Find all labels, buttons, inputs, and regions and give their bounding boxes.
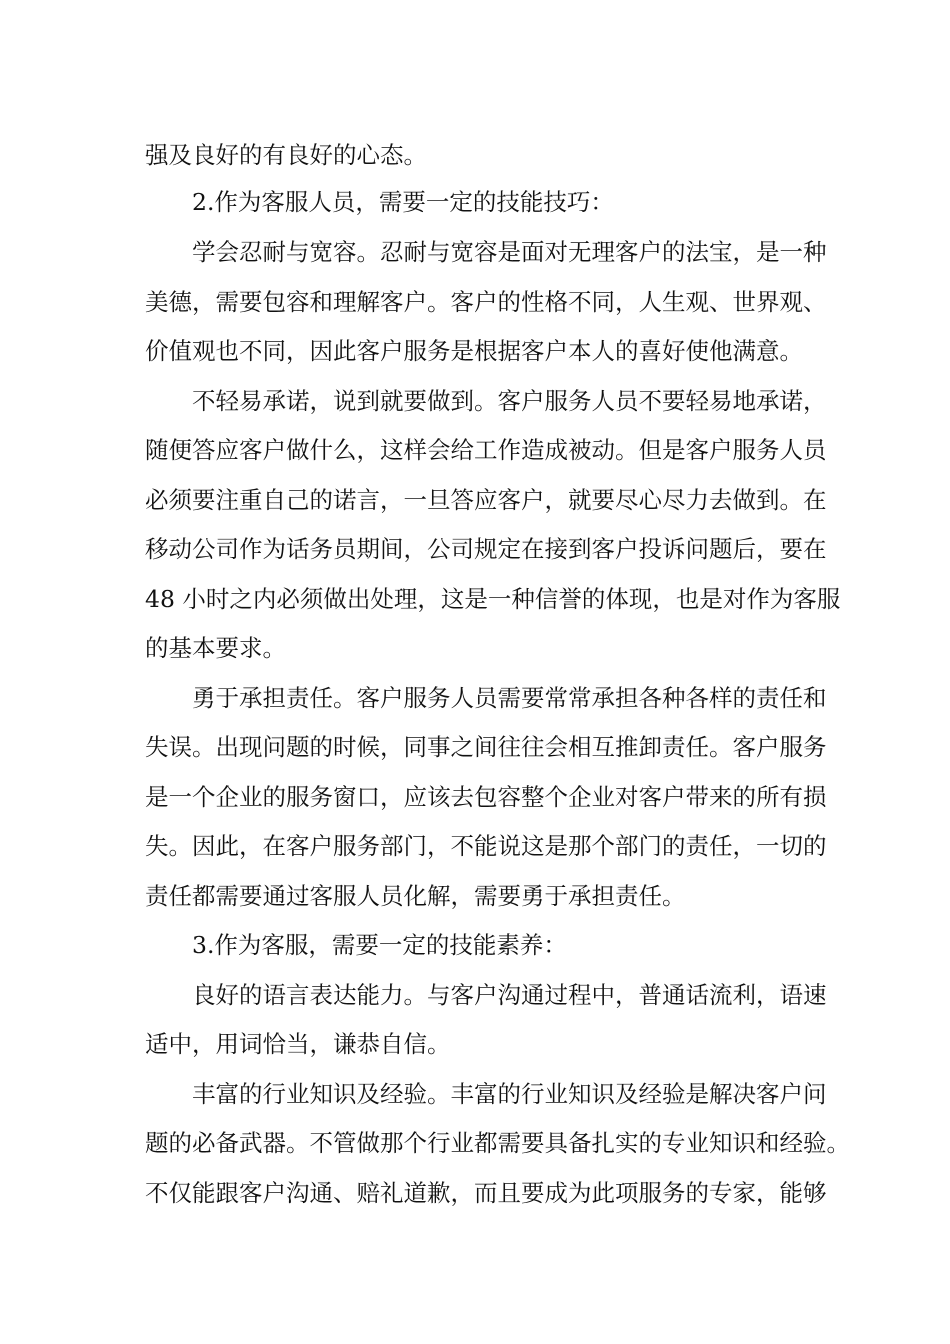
text-line: 必须要注重自己的诺言，一旦答应客户，就要尽心尽力去做到。在 (145, 486, 827, 514)
text-line: 的基本要求。 (145, 634, 286, 662)
text-line: 不仅能跟客户沟通、赔礼道歉，而且要成为此项服务的专家，能够 (145, 1179, 827, 1207)
text-line: 失。因此，在客户服务部门，不能说这是那个部门的责任，一切的 (145, 832, 827, 860)
text-line: 不轻易承诺，说到就要做到。客户服务人员不要轻易地承诺， (192, 387, 827, 415)
text-line: 题的必备武器。不管做那个行业都需要具备扎实的专业知识和经验。 (145, 1129, 850, 1157)
text-line: 强及良好的有良好的心态。 (145, 141, 427, 169)
text-line: 失误。出现问题的时候，同事之间往往会相互推卸责任。客户服务 (145, 733, 827, 761)
text-line: 勇于承担责任。客户服务人员需要常常承担各种各样的责任和 (192, 684, 827, 712)
text-line: 美德，需要包容和理解客户。客户的性格不同，人生观、世界观、 (145, 288, 827, 316)
text-line: 学会忍耐与宽容。忍耐与宽容是面对无理客户的法宝，是一种 (192, 238, 827, 266)
section-heading: 2.作为客服人员，需要一定的技能技巧： (192, 188, 614, 216)
text-line: 48 小时之内必须做出处理，这是一种信誉的体现，也是对作为客服 (145, 585, 841, 613)
text-line: 丰富的行业知识及经验。丰富的行业知识及经验是解决客户问 (192, 1080, 827, 1108)
text-line: 良好的语言表达能力。与客户沟通过程中，普通话流利，语速 (192, 981, 827, 1009)
text-line: 是一个企业的服务窗口，应该去包容整个企业对客户带来的所有损 (145, 783, 827, 811)
text-line: 价值观也不同，因此客户服务是根据客户本人的喜好使他满意。 (145, 337, 803, 365)
section-heading: 3.作为客服，需要一定的技能素养： (192, 931, 567, 959)
text-line: 移动公司作为话务员期间，公司规定在接到客户投诉问题后，要在 (145, 535, 827, 563)
text-line: 责任都需要通过客服人员化解，需要勇于承担责任。 (145, 882, 686, 910)
text-line: 适中，用词恰当，谦恭自信。 (145, 1030, 451, 1058)
text-line: 随便答应客户做什么，这样会给工作造成被动。但是客户服务人员 (145, 436, 827, 464)
